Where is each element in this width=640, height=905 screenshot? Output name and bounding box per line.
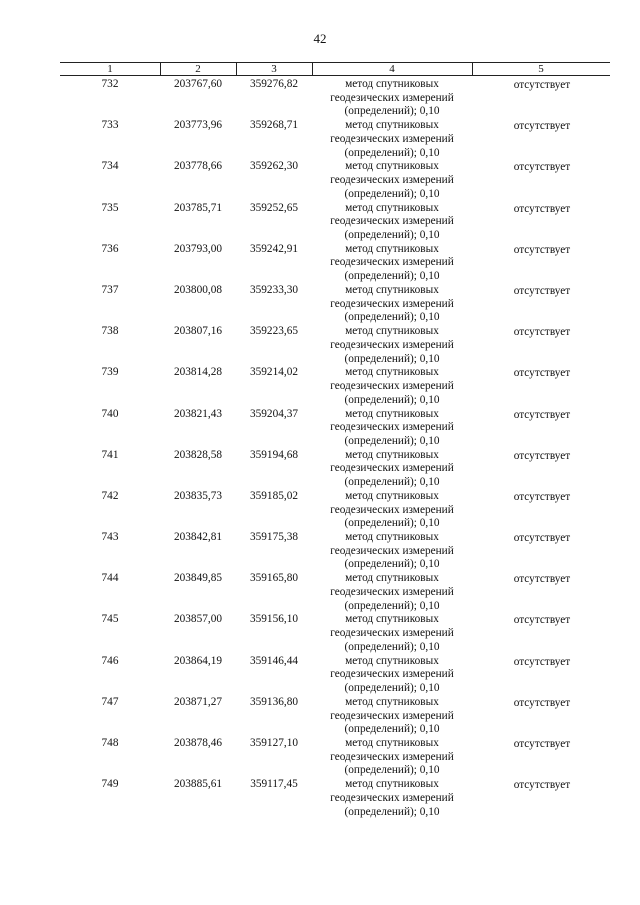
point-description: отсутствует (513, 326, 571, 339)
coordinate-x: 203778,66 (173, 160, 222, 173)
point-description: отсутствует (513, 779, 571, 792)
method-line: (определений); 0,10 (344, 517, 440, 530)
method-line: (определений); 0,10 (344, 311, 440, 324)
coordinate-x: 203857,00 (173, 613, 222, 626)
table-row (0, 78, 640, 119)
coordinate-y: 359146,44 (249, 654, 298, 667)
point-description: отсутствует (513, 284, 571, 297)
coordinate-x: 203835,73 (173, 489, 222, 502)
method-line: (определений); 0,10 (344, 476, 440, 489)
method-line: метод спутниковых (345, 654, 439, 667)
coordinate-y: 359204,37 (249, 407, 298, 420)
coordinate-x: 203878,46 (173, 737, 222, 749)
method-line: (определений); 0,10 (344, 352, 440, 365)
point-description: отсутствует (513, 408, 571, 421)
method-line: геодезических измерений (330, 585, 454, 598)
coordinate-x: 203864,19 (173, 654, 222, 667)
coordinate-x: 203828,58 (173, 448, 222, 461)
point-number: 749 (101, 778, 119, 791)
method-line: геодезических измерений (330, 297, 454, 310)
table-row (0, 408, 640, 449)
method-line: геодезических измерений (330, 132, 454, 145)
method-line: (определений); 0,10 (344, 558, 440, 571)
method-line: геодезических измерений (330, 627, 454, 640)
table-row (0, 696, 640, 737)
table-header (60, 62, 610, 76)
point-number: 732 (101, 78, 119, 90)
table-row (0, 655, 640, 696)
method-line: метод спутниковых (345, 242, 439, 255)
column-header-3: 3 (271, 63, 277, 75)
determination-method (312, 325, 472, 366)
method-line: метод спутниковых (345, 572, 439, 585)
method-line: метод спутниковых (345, 201, 439, 214)
determination-method (312, 490, 472, 531)
method-line: (определений); 0,10 (344, 434, 440, 447)
method-line: метод спутниковых (345, 737, 439, 749)
method-line: метод спутниковых (345, 160, 439, 173)
point-description: отсутствует (513, 449, 571, 462)
method-line: геодезических измерений (330, 462, 454, 475)
method-line: геодезических измерений (330, 750, 454, 763)
point-description: отсутствует (513, 367, 571, 380)
table-row (0, 613, 640, 654)
method-line: метод спутниковых (345, 325, 439, 338)
table-row (0, 490, 640, 531)
method-line: метод спутниковых (345, 448, 439, 461)
coordinate-y: 359185,02 (249, 489, 298, 502)
method-line: метод спутниковых (345, 778, 439, 791)
column-header-5: 5 (538, 63, 544, 75)
coordinate-y: 359242,91 (249, 242, 298, 255)
method-line: (определений); 0,10 (344, 682, 440, 695)
method-line: геодезических измерений (330, 91, 454, 104)
method-line: метод спутниковых (345, 283, 439, 296)
coordinate-y: 359175,38 (249, 531, 298, 544)
method-line: (определений); 0,10 (344, 764, 440, 777)
page-number: 42 (313, 31, 327, 46)
coordinate-y: 359262,30 (249, 160, 298, 173)
determination-method (312, 696, 472, 737)
coordinate-y: 359165,80 (249, 572, 298, 585)
coordinate-x: 203849,85 (173, 572, 222, 585)
determination-method (312, 243, 472, 284)
point-description: отсутствует (513, 573, 571, 586)
point-description: отсутствует (513, 79, 571, 91)
method-line: метод спутниковых (345, 119, 439, 132)
method-line: геодезических измерений (330, 503, 454, 516)
point-number: 741 (101, 448, 119, 461)
point-number: 744 (101, 572, 119, 585)
determination-method (312, 78, 472, 119)
point-number: 747 (101, 695, 119, 708)
coordinate-x: 203785,71 (173, 201, 222, 214)
method-line: (определений); 0,10 (344, 270, 440, 283)
point-description: отсутствует (513, 696, 571, 709)
method-line: геодезических измерений (330, 709, 454, 722)
coordinate-y: 359214,02 (249, 366, 298, 379)
method-line: (определений); 0,10 (344, 805, 440, 818)
table-row (0, 284, 640, 325)
method-line: метод спутниковых (345, 695, 439, 708)
method-line: (определений); 0,10 (344, 393, 440, 406)
point-number: 743 (101, 531, 119, 544)
method-line: (определений); 0,10 (344, 228, 440, 241)
determination-method (312, 284, 472, 325)
coordinate-x: 203767,60 (173, 78, 222, 90)
point-number: 737 (101, 283, 119, 296)
determination-method (312, 613, 472, 654)
determination-method (312, 119, 472, 160)
coordinate-y: 359252,65 (249, 201, 298, 214)
table-row (0, 160, 640, 201)
table-row (0, 325, 640, 366)
table-row (0, 778, 640, 819)
point-description: отсутствует (513, 120, 571, 133)
point-number: 734 (101, 160, 119, 173)
point-number: 738 (101, 325, 119, 338)
coordinate-y: 359156,10 (249, 613, 298, 626)
method-line: геодезических измерений (330, 256, 454, 269)
table-row (0, 737, 640, 778)
determination-method (312, 572, 472, 613)
coordinate-x: 203814,28 (173, 366, 222, 379)
point-description: отсутствует (513, 655, 571, 668)
point-description: отсутствует (513, 614, 571, 627)
method-line: геодезических измерений (330, 380, 454, 393)
method-line: геодезических измерений (330, 791, 454, 804)
coordinate-x: 203871,27 (173, 695, 222, 708)
coordinate-y: 359194,68 (249, 448, 298, 461)
method-line: (определений); 0,10 (344, 187, 440, 200)
method-line: метод спутниковых (345, 78, 439, 90)
coordinate-y: 359233,30 (249, 283, 298, 296)
coordinate-x: 203793,00 (173, 242, 222, 255)
determination-method (312, 737, 472, 778)
determination-method (312, 202, 472, 243)
table-row (0, 202, 640, 243)
coordinate-x: 203821,43 (173, 407, 222, 420)
table-row (0, 243, 640, 284)
determination-method (312, 655, 472, 696)
coordinate-x: 203842,81 (173, 531, 222, 544)
method-line: геодезических измерений (330, 338, 454, 351)
method-line: (определений); 0,10 (344, 640, 440, 653)
coordinate-y: 359127,10 (249, 737, 298, 749)
coordinate-y: 359276,82 (249, 78, 298, 90)
coordinate-y: 359268,71 (249, 119, 298, 132)
coordinate-y: 359136,80 (249, 695, 298, 708)
point-number: 739 (101, 366, 119, 379)
determination-method (312, 408, 472, 449)
point-number: 742 (101, 489, 119, 502)
method-line: метод спутниковых (345, 531, 439, 544)
point-number: 748 (101, 737, 119, 749)
method-line: метод спутниковых (345, 489, 439, 502)
method-line: геодезических измерений (330, 544, 454, 557)
coordinate-x: 203800,08 (173, 283, 222, 296)
point-description: отсутствует (513, 202, 571, 215)
column-header-1: 1 (107, 63, 113, 75)
point-number: 745 (101, 613, 119, 626)
coordinate-y: 359223,65 (249, 325, 298, 338)
column-header-2: 2 (195, 63, 201, 75)
column-header-4: 4 (389, 63, 395, 75)
method-line: (определений); 0,10 (344, 599, 440, 612)
coordinate-x: 203773,96 (173, 119, 222, 132)
table-row (0, 119, 640, 160)
point-description: отсутствует (513, 243, 571, 256)
point-number: 740 (101, 407, 119, 420)
method-line: (определений); 0,10 (344, 105, 440, 118)
determination-method (312, 531, 472, 572)
point-description: отсутствует (513, 532, 571, 545)
point-number: 746 (101, 654, 119, 667)
method-line: (определений); 0,10 (344, 146, 440, 159)
point-number: 736 (101, 242, 119, 255)
coordinate-x: 203885,61 (173, 778, 222, 791)
point-description: отсутствует (513, 738, 571, 750)
table-row (0, 366, 640, 407)
point-description: отсутствует (513, 490, 571, 503)
method-line: геодезических измерений (330, 421, 454, 434)
method-line: геодезических измерений (330, 668, 454, 681)
method-line: геодезических измерений (330, 174, 454, 187)
determination-method (312, 449, 472, 490)
method-line: метод спутниковых (345, 407, 439, 420)
method-line: метод спутниковых (345, 366, 439, 379)
method-line: (определений); 0,10 (344, 723, 440, 736)
table-body (0, 78, 640, 819)
point-description: отсутствует (513, 161, 571, 174)
point-number: 735 (101, 201, 119, 214)
determination-method (312, 778, 472, 819)
coordinate-x: 203807,16 (173, 325, 222, 338)
method-line: метод спутниковых (345, 613, 439, 626)
determination-method (312, 366, 472, 407)
table-row (0, 572, 640, 613)
point-number: 733 (101, 119, 119, 132)
method-line: геодезических измерений (330, 215, 454, 228)
determination-method (312, 160, 472, 201)
coordinate-y: 359117,45 (250, 778, 298, 791)
table-row (0, 449, 640, 490)
table-row (0, 531, 640, 572)
